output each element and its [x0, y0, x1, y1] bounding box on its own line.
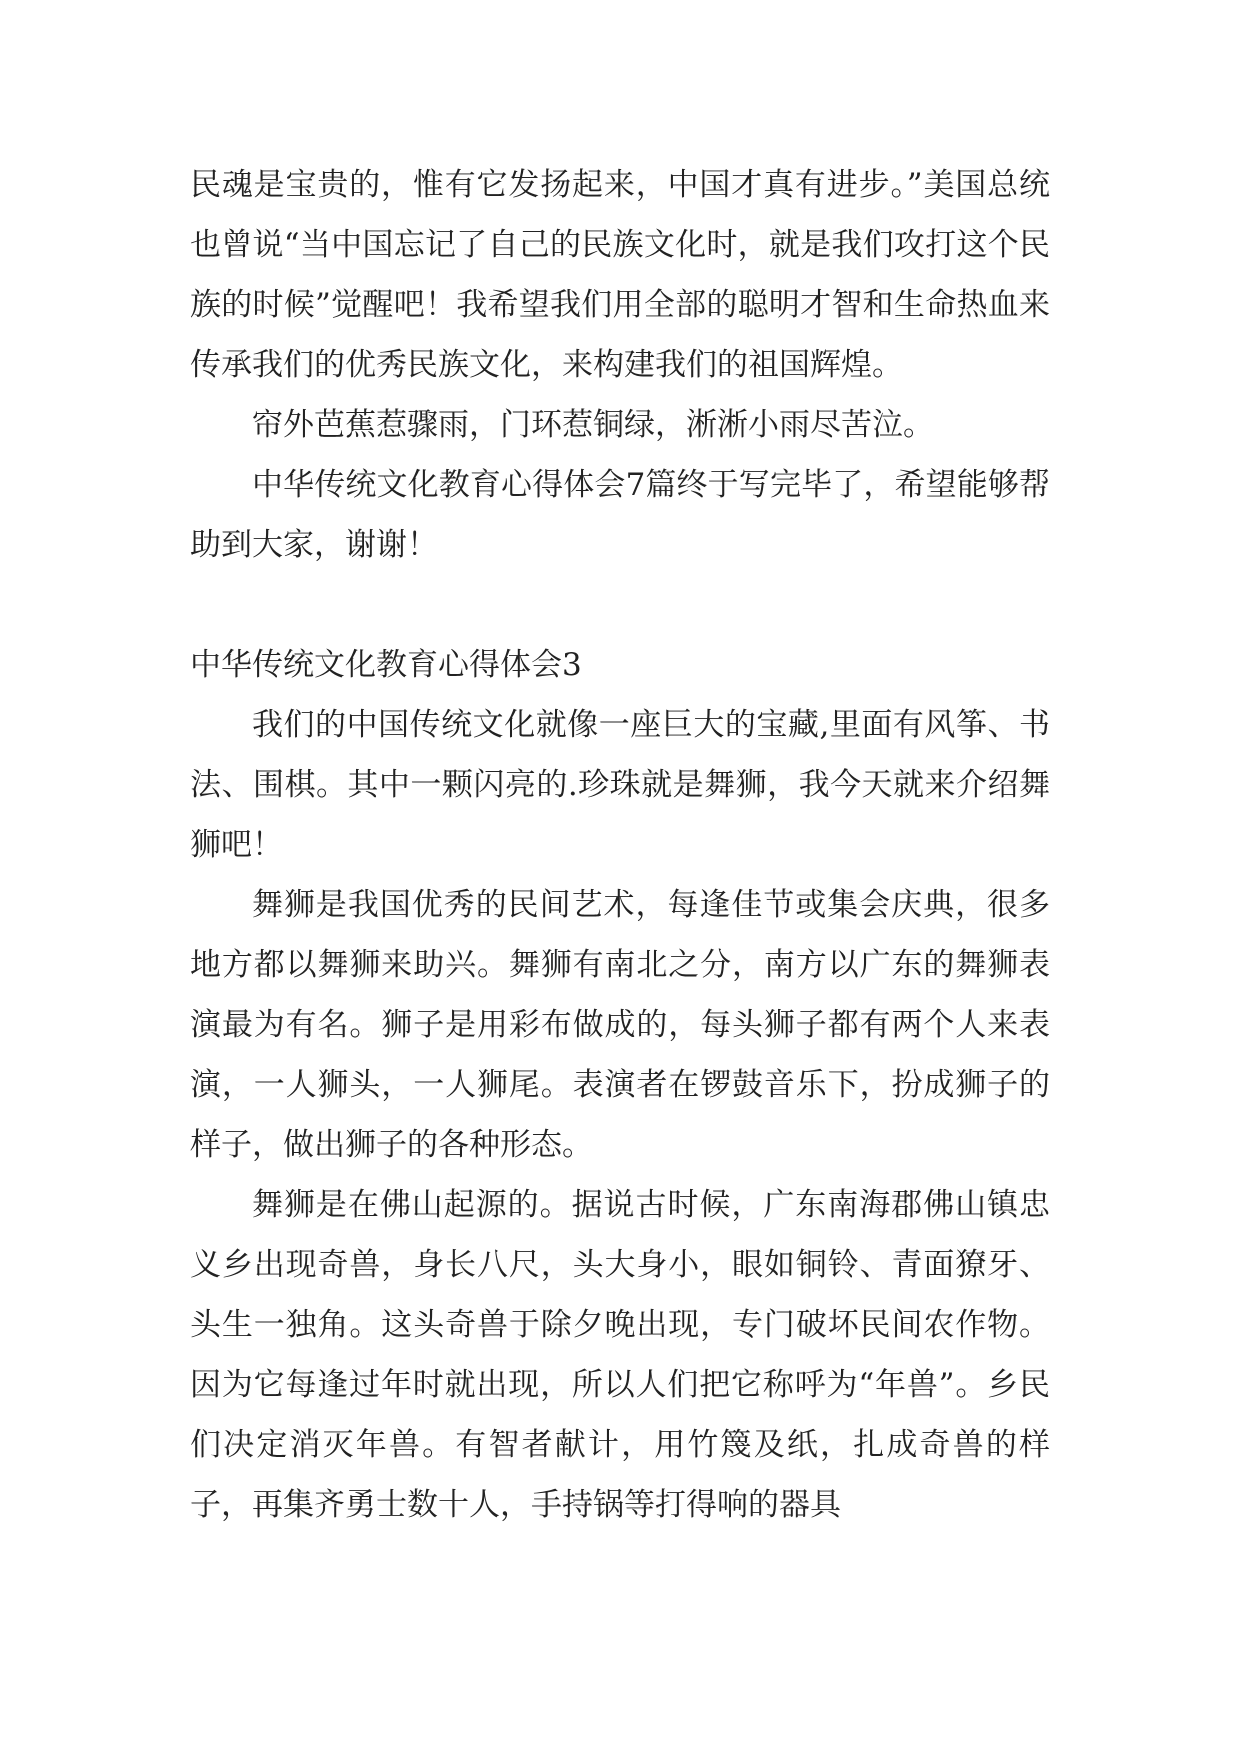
paragraph: 帘外芭蕉惹骤雨，门环惹铜绿，淅淅小雨尽苦泣。 — [252, 407, 934, 443]
section-title: 中华传统文化教育心得体会3 — [190, 647, 582, 683]
paragraph: 我们的中国传统文化就像一座巨大的宝藏,里面有风筝、书法、围棋。其中一颗闪亮的.珍珠就是舞狮，我今天就来介绍舞狮吧！ — [190, 707, 1050, 863]
document-body — [190, 155, 1050, 1535]
paragraph: 民魂是宝贵的，惟有它发扬起来，中国才真有进步。”美国总统也曾说“当中国忘记了自己的民族文化时，就是我们攻打这个民族的时候”觉醒吧！我希望我们用全部的聪明才智和生命热血来传承我们的优秀民族文化，来构建我们的祖国辉煌。 — [190, 167, 1050, 383]
paragraph: 中华传统文化教育心得体会7篇终于写完毕了，希望能够帮助到大家，谢谢！ — [190, 467, 1050, 563]
paragraph: 舞狮是我国优秀的民间艺术，每逢佳节或集会庆典，很多地方都以舞狮来助兴。舞狮有南北之分，南方以广东的舞狮表演最为有名。狮子是用彩布做成的，每头狮子都有两个人来表演，一人狮头，一人狮尾。表演者在锣鼓音乐下，扮成狮子的样子，做出狮子的各种形态。 — [190, 887, 1050, 1163]
paragraph: 舞狮是在佛山起源的。据说古时候，广东南海郡佛山镇忠义乡出现奇兽，身长八尺，头大身小，眼如铜铃、青面獠牙、头生一独角。这头奇兽于除夕晚出现，专门破坏民间农作物。因为它每逢过年时就出现，所以人们把它称呼为“年兽”。乡民们决定消灭年兽。有智者献计，用竹篾及纸，扎成奇兽的样子，再集齐勇士数十人，手持锅等打得响的器具 — [190, 1187, 1050, 1523]
